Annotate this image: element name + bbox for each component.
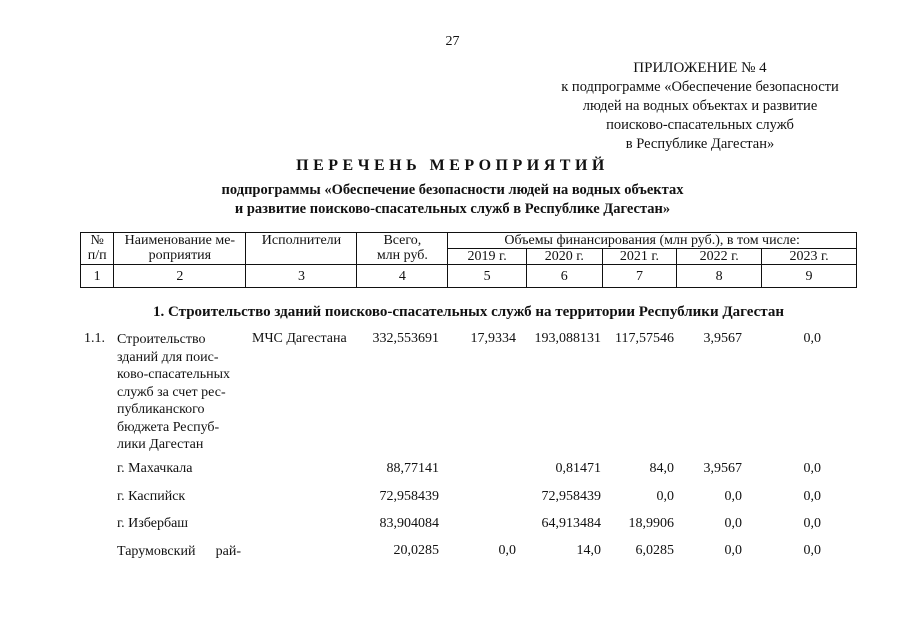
row-2019: 17,9334 (470, 331, 516, 346)
appendix-line: поисково-спасательных служб (606, 117, 794, 133)
row-2022: 0,0 (724, 543, 742, 558)
row-name: Строительство зданий для поис- ково-спасательных служб за счет рес- публиканского бюджета Респуб- лики Дагестан (117, 332, 231, 452)
header-year: 2023 г. (762, 249, 857, 265)
header-name: Наименование ме- роприятия (114, 233, 246, 265)
appendix-line: к подпрограмме «Обеспечение безопасности (561, 79, 839, 95)
appendix-title: ПРИЛОЖЕНИЕ № 4 (633, 60, 767, 76)
list-subtitle (0, 181, 905, 219)
row-total: 83,904084 (379, 516, 439, 531)
header-executor: Исполнители (246, 233, 357, 265)
row-2022: 3,9567 (703, 461, 742, 476)
row-2022: 0,0 (724, 489, 742, 504)
row-total: 88,77141 (386, 461, 439, 476)
row-2023: 0,0 (803, 331, 821, 346)
row-total: 72,958439 (379, 489, 439, 504)
column-number: 8 (677, 265, 762, 288)
header-year: 2020 г. (526, 249, 602, 265)
header-year: 2021 г. (602, 249, 677, 265)
header-volumes: Объемы финансирования (млн руб.), в том числе: (448, 233, 857, 249)
row-total: 332,553691 (372, 331, 439, 346)
appendix-line: людей на водных объектах и развитие (582, 98, 818, 114)
column-number: 5 (448, 265, 527, 288)
header-year: 2022 г. (677, 249, 762, 265)
row-2020: 72,958439 (541, 489, 601, 504)
row-name: г. Избербаш (117, 516, 189, 531)
row-2020: 0,81471 (555, 461, 601, 476)
header-total: Всего, млн руб. (357, 233, 448, 265)
row-number: 1.1. (84, 331, 105, 346)
column-number: 9 (762, 265, 857, 288)
row-2021: 0,0 (656, 489, 674, 504)
header-num: № п/п (81, 233, 114, 265)
table-header (80, 232, 857, 288)
row-2023: 0,0 (803, 489, 821, 504)
appendix-line: в Республике Дагестан» (625, 136, 775, 152)
row-2020: 14,0 (576, 543, 601, 558)
row-2023: 0,0 (803, 516, 821, 531)
subtitle-line: подпрограммы «Обеспечение безопасности людей на водных объектах (221, 182, 684, 198)
row-name: Тарумовский рай- (117, 544, 241, 559)
page-number: 27 (445, 34, 460, 49)
column-number: 3 (246, 265, 357, 288)
row-2021: 117,57546 (615, 331, 674, 346)
list-title: ПЕРЕЧЕНЬ МЕРОПРИЯТИЙ (296, 157, 609, 174)
row-2020: 64,913484 (541, 516, 601, 531)
column-number: 7 (602, 265, 677, 288)
row-2022: 3,9567 (703, 331, 742, 346)
row-total: 20,0285 (393, 543, 439, 558)
row-2023: 0,0 (803, 461, 821, 476)
row-name: г. Махачкала (117, 461, 193, 476)
row-2021: 6,0285 (635, 543, 674, 558)
row-2019: 0,0 (498, 543, 516, 558)
section-title: 1. Строительство зданий поисково-спасательных служб на территории Республики Дагестан (153, 304, 784, 320)
column-number: 4 (357, 265, 448, 288)
column-number: 6 (526, 265, 602, 288)
row-name: г. Каспийск (117, 489, 186, 504)
appendix-block (500, 59, 900, 154)
row-2021: 84,0 (649, 461, 674, 476)
row-2020: 193,088131 (534, 331, 601, 346)
row-2023: 0,0 (803, 543, 821, 558)
subtitle-line: и развитие поисково-спасательных служб в Республике Дагестан» (234, 201, 671, 217)
row-executor: МЧС Дагестана (252, 331, 347, 346)
row-2022: 0,0 (724, 516, 742, 531)
header-year: 2019 г. (448, 249, 527, 265)
row-2021: 18,9906 (628, 516, 674, 531)
column-number: 2 (114, 265, 246, 288)
column-number: 1 (81, 265, 114, 288)
